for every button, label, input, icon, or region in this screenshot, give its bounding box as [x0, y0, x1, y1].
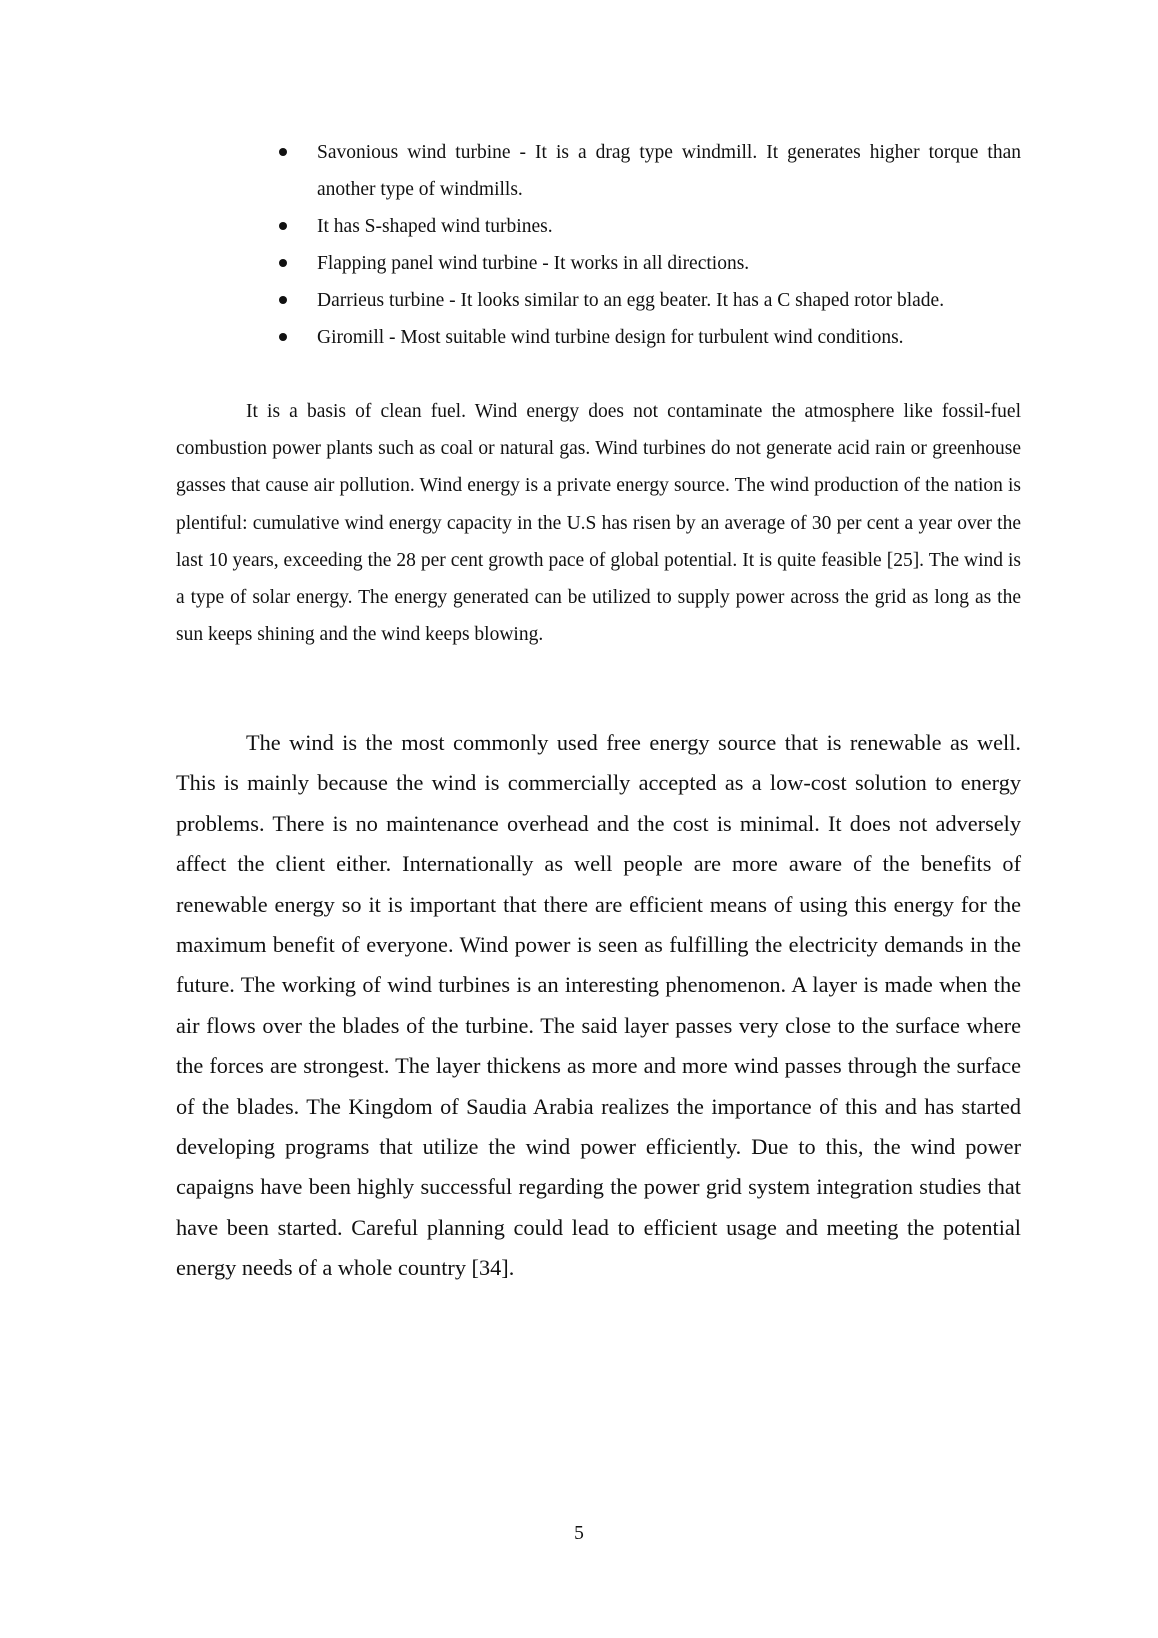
list-item — [277, 134, 1021, 208]
list-item — [277, 245, 1021, 282]
list-item-text: Savonious wind turbine - It is a drag type windmill. It generates higher torque than another type of windmills. — [317, 142, 1021, 200]
list-item — [277, 319, 1021, 356]
list-item — [277, 282, 1021, 319]
bullet-icon — [279, 222, 287, 230]
bullet-icon — [279, 148, 287, 156]
renewable-energy-paragraph: The wind is the most commonly used free energy source that is renewable as well. This is mainly because the wind is commercially accepted as a low-cost solution to energy problems. There is no maintenance overhead and the cost is minimal. It does not adversely affect the client either. Internationally as well people are more aware of the benefits of renewable energy so it is important that there are efficient means of using this energy for the maximum benefit of everyone. Wind power is seen as fulfilling the electricity demands in the future. The working of wind turbines is an interesting phenomenon. A layer is made when the air flows over the blades of the turbine. The said layer passes very close to the surface where the forces are strongest. The layer thickens as more and more wind passes through the surface of the blades. The Kingdom of Saudia Arabia realizes the importance of this and has started developing programs that utilize the wind power efficiently. Due to this, the wind power capaigns have been highly successful regarding the power grid system integration studies that have been started. Careful planning could lead to efficient usage and meeting the potential energy needs of a whole country [34]. — [176, 730, 1021, 1281]
page-number: 5 — [574, 1523, 584, 1544]
turbine-type-list — [277, 134, 1021, 356]
bullet-icon — [279, 296, 287, 304]
list-item-text: Giromill - Most suitable wind turbine design for turbulent wind conditions. — [317, 327, 904, 348]
list-item-text: Flapping panel wind turbine - It works in all directions. — [317, 253, 750, 274]
bullet-icon — [279, 333, 287, 341]
list-item-text: Darrieus turbine - It looks similar to an egg beater. It has a C shaped rotor blade. — [317, 290, 945, 311]
list-item — [277, 208, 1021, 245]
clean-fuel-paragraph: It is a basis of clean fuel. Wind energy does not contaminate the atmosphere like fossil-fuel combustion power plants such as coal or natural gas. Wind turbines do not generate acid rain or greenhouse gasses that cause air pollution. Wind energy is a private energy source. The wind production of the nation is plentiful: cumulative wind energy capacity in the U.S has risen by an average of 30 per cent a year over the last 10 years, exceeding the 28 per cent growth pace of global potential. It is quite feasible [25]. The wind is a type of solar energy. The energy generated can be utilized to supply power across the grid as long as the sun keeps shining and the wind keeps blowing. — [176, 401, 1021, 646]
bullet-icon — [279, 259, 287, 267]
list-item-text: It has S-shaped wind turbines. — [317, 216, 553, 237]
